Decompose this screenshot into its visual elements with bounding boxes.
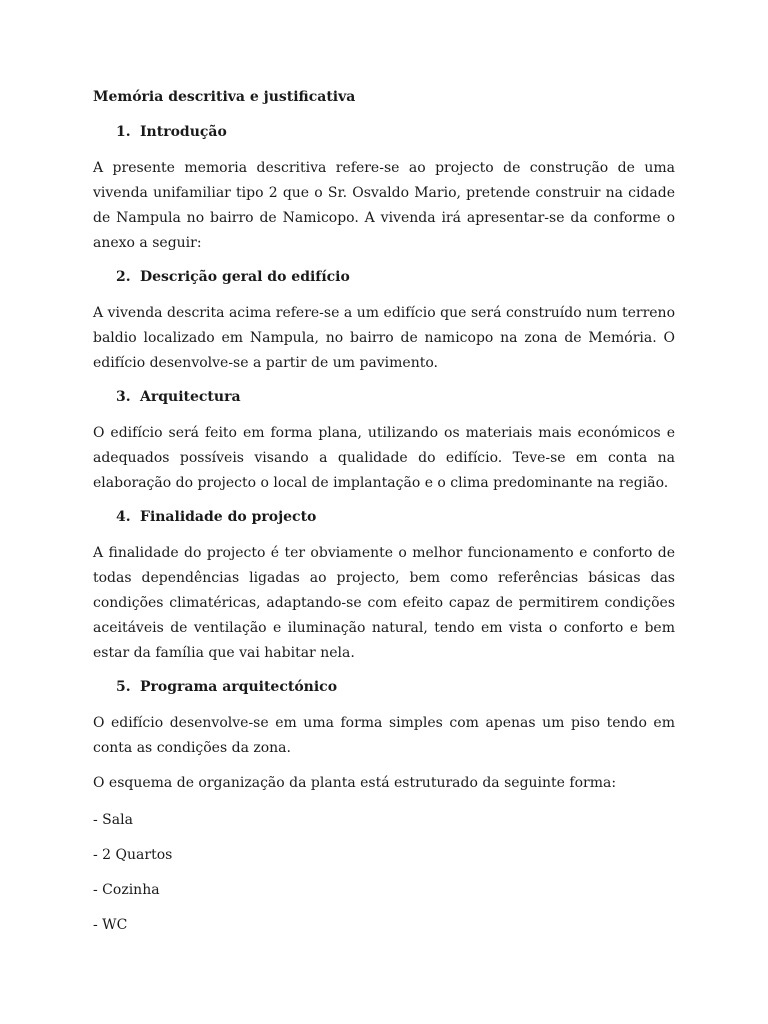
room-list xyxy=(93,809,675,936)
list-item: - 2 Quartos xyxy=(93,847,173,863)
list-item: - Sala xyxy=(93,812,133,828)
list-item: - WC xyxy=(93,917,128,933)
section-number: 2. xyxy=(116,269,131,285)
section-paragraph: O edifício será feito em forma plana, utilizando os materiais mais económicos e adequados possíveis visando a qualidade do edifício. Teve-se em conta na elaboração do projecto o local de implantação e o clima predominante na região. xyxy=(93,425,675,491)
section-heading-descricao xyxy=(93,266,675,288)
section-number: 3. xyxy=(116,389,131,405)
list-item: - Cozinha xyxy=(93,882,160,898)
section-paragraph: O edifício desenvolve-se em uma forma simples com apenas um piso tendo em conta as condições da zona. xyxy=(93,715,675,756)
section-heading-programa xyxy=(93,676,675,698)
section-number: 5. xyxy=(116,679,131,695)
section-paragraph: O esquema de organização da planta está estruturado da seguinte forma: xyxy=(93,775,617,791)
section-heading-introducao xyxy=(93,121,675,143)
section-title: Arquitectura xyxy=(140,389,241,405)
section-heading-arquitectura xyxy=(93,386,675,408)
section-title: Descrição geral do edifício xyxy=(140,269,350,285)
section-number: 1. xyxy=(116,124,131,140)
section-paragraph: A presente memoria descritiva refere-se ao projecto de construção de uma vivenda unifamiliar tipo 2 que o Sr. Osvaldo Mario, pretende construir na cidade de Nampula no bairro de Namicopo. A vivenda irá apresentar-se da conforme o anexo a seguir: xyxy=(93,160,675,251)
section-paragraph: A finalidade do projecto é ter obviamente o melhor funcionamento e conforto de todas dependências ligadas ao projecto, bem como referências básicas das condições climatéricas, adaptando-se com efeito capaz de permitirem condições aceitáveis de ventilação e iluminação natural, tendo em vista o conforto e bem estar da família que vai habitar nela. xyxy=(93,545,675,661)
section-heading-finalidade xyxy=(93,506,675,528)
section-title: Introdução xyxy=(140,124,227,140)
document-title: Memória descritiva e justificativa xyxy=(93,89,356,105)
section-title: Finalidade do projecto xyxy=(140,509,317,525)
section-paragraph: A vivenda descrita acima refere-se a um edifício que será construído num terreno baldio localizado em Nampula, no bairro de namicopo na zona de Memória. O edifício desenvolve-se a partir de um pavimento. xyxy=(93,305,675,371)
section-number: 4. xyxy=(116,509,131,525)
section-title: Programa arquitectónico xyxy=(140,679,338,695)
document-page xyxy=(93,86,675,936)
